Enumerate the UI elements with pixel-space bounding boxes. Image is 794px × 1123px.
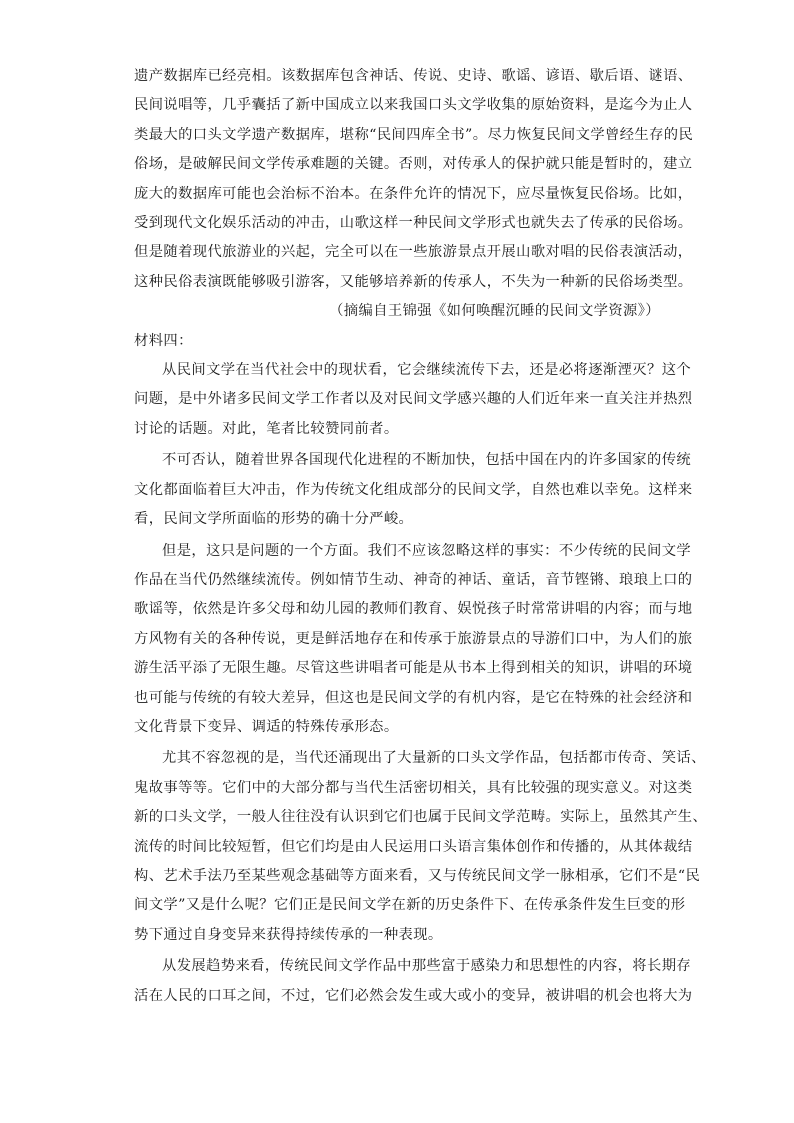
document-page	[134, 62, 708, 1011]
text-line: 方风物有关的各种传说，更是鲜活地存在和传承于旅游景点的导游们口中，为人们的旅	[134, 630, 693, 647]
text-line: 俗场，是破解民间文学传承难题的关键。否则，对传承人的保护就只能是暂时的，建立	[134, 156, 693, 173]
text-line: 作品在当代仍然继续流传。例如情节生动、神奇的神话、童话，音节铿锵、琅琅上口的	[134, 571, 693, 588]
text-line: 鬼故事等等。它们中的大部分都与当代生活密切相关，具有比较强的现实意义。对这类	[134, 779, 693, 796]
text-line: 尤其不容忽视的是，当代还涌现出了大量新的口头文学作品，包括都市传奇、笑话、	[162, 750, 706, 767]
text-line: 间文学”又是什么呢？它们正是民间文学在新的历史条件下、在传承条件发生巨变的形	[134, 897, 686, 914]
text-line: 看，民间文学所面临的形势的确十分严峻。	[134, 511, 414, 528]
text-line: 游生活平添了无限生趣。尽管这些讲唱者可能是从书本上得到相关的知识，讲唱的环境	[134, 660, 693, 677]
paragraph-status-quo	[134, 356, 693, 444]
text-line: 庞大的数据库可能也会治标不治本。在条件允许的情况下，应尽量恢复民俗场。比如，	[134, 185, 693, 202]
text-line: 文化背景下变异、调适的特殊传承形态。	[134, 718, 399, 735]
text-line: 流传的时间比较短暂，但它们均是由人民运用口头语言集体创作和传播的，从其体裁结	[134, 838, 693, 855]
text-line: 势下通过自身变异来获得持续传承的一种表现。	[134, 926, 443, 943]
text-line: 新的口头文学，一般人往往没有认识到它们也属于民间文学范畴。实际上，虽然其产生、	[134, 809, 708, 826]
source-citation: （摘编自王锦强《如何唤醒沉睡的民间文学资源》）	[329, 303, 660, 320]
material-label: 材料四：	[134, 332, 193, 349]
text-line: 但是，这只是问题的一个方面。我们不应该忽略这样的事实：不少传统的民间文学	[162, 542, 692, 559]
text-line: 遗产数据库已经亮相。该数据库包含神话、传说、史诗、歌谣、谚语、歇后语、谜语、	[134, 68, 693, 84]
text-line: 这种民俗表演既能够吸引游客，又能够培养新的传承人，不失为一种新的民俗场类型。	[134, 273, 693, 290]
text-line: 歌谣等，依然是许多父母和幼儿园的教师们教育、娱悦孩子时常常讲唱的内容；而与地	[134, 601, 693, 618]
text-line: 从发展趋势来看，传统民间文学作品中那些富于感染力和思想性的内容，将长期存	[162, 958, 692, 975]
paragraph-trend	[134, 952, 693, 1011]
text-line: 也可能与传统的有较大差异，但这也是民间文学的有机内容，是它在特殊的社会经济和	[134, 689, 693, 706]
text-line: 问题，是中外诸多民间文学工作者以及对民间文学感兴趣的人们近年来一直关注并热烈	[134, 391, 693, 408]
paragraph-continuation	[134, 537, 693, 743]
paragraph-new-oral-literature	[134, 744, 708, 950]
text-line: 类最大的口头文学遗产数据库，堪称“民间四库全书”。尽力恢复民间文学曾经生存的民	[134, 126, 694, 143]
paragraph-challenge	[134, 446, 693, 534]
text-line: 不可否认，随着世界各国现代化进程的不断加快，包括中国在内的许多国家的传统	[162, 452, 692, 469]
paragraph-database	[134, 62, 694, 297]
text-line: 受到现代文化娱乐活动的冲击，山歌这样一种民间文学形式也就失去了传承的民俗场。	[134, 215, 693, 232]
text-line: 文化都面临着巨大冲击，作为传统文化组成部分的民间文学，自然也难以幸免。这样来	[134, 481, 693, 498]
text-line: 构、艺术手法乃至某些观念基础等方面来看，又与传统民间文学一脉相承，它们不是“民	[134, 867, 701, 884]
text-line: 讨论的话题。对此，笔者比较赞同前者。	[134, 420, 399, 437]
text-line: 活在人民的口耳之间，不过，它们必然会发生或大或小的变异，被讲唱的机会也将大为	[134, 987, 693, 1004]
text-line: 但是随着现代旅游业的兴起，完全可以在一些旅游景点开展山歌对唱的民俗表演活动，	[134, 244, 693, 261]
text-line: 民间说唱等，几乎囊括了新中国成立以来我国口头文学收集的原始资料，是迄今为止人	[134, 97, 693, 114]
text-line: 从民间文学在当代社会中的现状看，它会继续流传下去，还是必将逐渐湮灭？这个	[162, 362, 692, 379]
